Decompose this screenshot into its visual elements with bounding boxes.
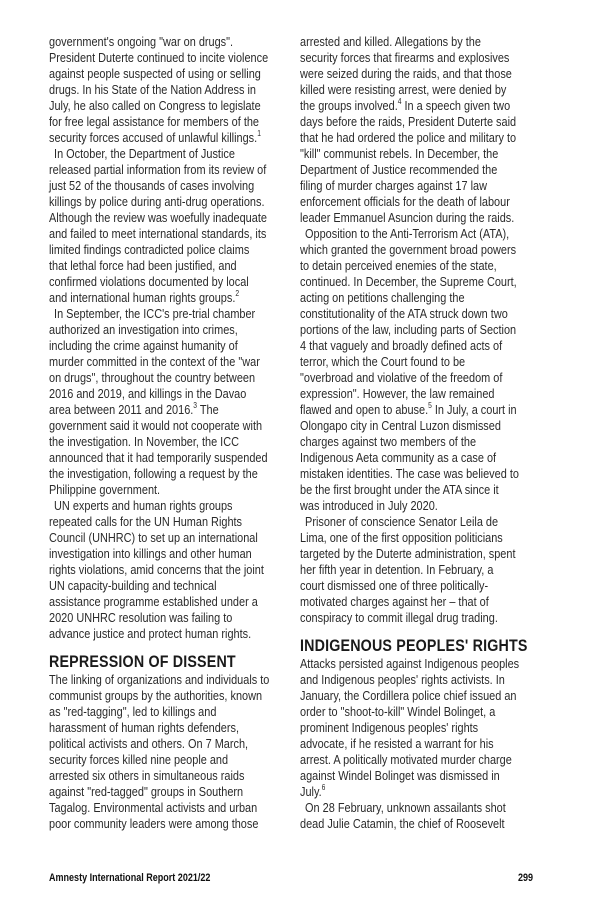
text-segment: announced that it had temporarily suspended: [49, 450, 268, 465]
text-line: [300, 178, 534, 194]
text-line: [300, 386, 534, 402]
text-line: [300, 194, 534, 210]
footnote-marker: 1: [257, 129, 261, 138]
text-line: [300, 816, 534, 832]
paragraph: [300, 656, 534, 800]
text-segment: conspiracy to commit illegal drug trading.: [300, 610, 498, 625]
text-segment: flawed and open to abuse.: [300, 402, 429, 417]
text-segment: 4 that vaguely and broadly defined acts of: [300, 338, 503, 353]
text-segment: portions of the law, including parts of Section: [300, 322, 517, 337]
text-line: [49, 546, 283, 562]
text-segment: authorized an investigation into crimes,: [49, 322, 238, 337]
text-line: [300, 82, 534, 98]
text-segment: "kill" communist rebels. In December, the: [300, 146, 499, 161]
text-line: [300, 370, 534, 386]
text-line: [300, 768, 534, 784]
text-line: [49, 704, 283, 720]
text-segment: 2016 and 2019, and killings in the Davao: [49, 386, 247, 401]
text-segment: filing of murder charges against 17 law: [300, 178, 487, 193]
text-line: [49, 210, 283, 226]
text-line: [49, 146, 283, 162]
paragraph: [49, 34, 283, 146]
text-line: [49, 434, 283, 450]
text-line: [300, 306, 534, 322]
text-line: [49, 578, 283, 594]
footnote-marker: 2: [235, 289, 240, 298]
text-segment: In July, a court in: [431, 402, 517, 417]
page-number: 299: [518, 872, 534, 884]
text-segment: the investigation, following a request by the: [49, 466, 258, 481]
text-line: [300, 610, 534, 626]
text-segment: and Indigenous peoples' rights activists. In: [300, 672, 505, 687]
text-line: [49, 466, 283, 482]
text-segment: In a speech given two: [401, 98, 511, 113]
text-segment: investigation into killings and other human: [49, 546, 252, 561]
text-segment: days before the raids, President Duterte said: [300, 114, 517, 129]
text-line: [49, 784, 283, 800]
text-line: [49, 402, 283, 418]
text-segment: including the crime against humanity of: [49, 338, 238, 353]
text-line: [300, 98, 534, 114]
text-segment: continued. In December, the Supreme Court,: [300, 274, 517, 289]
text-segment: murder committed in the context of the "war: [49, 354, 260, 369]
text-segment: poor community leaders were among those: [49, 816, 259, 831]
text-line: [300, 34, 534, 50]
text-line: [300, 704, 534, 720]
text-line: [49, 130, 283, 146]
text-segment: communist groups by the authorities, known: [49, 688, 263, 703]
text-segment: security forces killed nine people and: [49, 752, 229, 767]
text-line: [300, 130, 534, 146]
text-segment: advocate, if he resisted a warrant for his: [300, 736, 494, 751]
text-line: [300, 338, 534, 354]
text-segment: motivated charges against her – that of: [300, 594, 489, 609]
text-line: [49, 418, 283, 434]
paragraph: [300, 226, 534, 514]
text-line: [49, 226, 283, 242]
text-segment: and failed to meet international standards, its: [49, 226, 267, 241]
text-segment: On 28 February, unknown assailants shot: [305, 800, 506, 815]
text-segment: targeted by the Duterte administration, spent: [300, 546, 516, 561]
text-segment: 2020 UNHRC resolution was failing to: [49, 610, 233, 625]
text-segment: her fifth year in detention. In February, a: [300, 562, 494, 577]
text-line: [300, 50, 534, 66]
text-line: [49, 562, 283, 578]
text-line: [300, 210, 534, 226]
text-segment: just 52 of the thousands of cases involving: [49, 178, 255, 193]
text-line: [300, 146, 534, 162]
footnote-marker: 6: [321, 783, 326, 792]
paragraph: [49, 672, 283, 832]
text-segment: advance justice and protect human rights.: [49, 626, 252, 641]
text-line: [49, 114, 283, 130]
text-line: [300, 450, 534, 466]
text-line: [300, 226, 534, 242]
text-line: [300, 720, 534, 736]
text-line: [300, 482, 534, 498]
text-segment: arrested six others in simultaneous raids: [49, 768, 245, 783]
text-line: [49, 594, 283, 610]
text-segment: political activists and others. On 7 March,: [49, 736, 249, 751]
text-segment: limited findings contradicted police claims: [49, 242, 250, 257]
text-segment: acting on petitions challenging the: [300, 290, 465, 305]
text-segment: Indigenous Aeta community as a case of: [300, 450, 497, 465]
text-segment: security forces that firearms and explosives: [300, 50, 510, 65]
text-segment: as "red-tagging", led to killings and: [49, 704, 217, 719]
text-segment: be the first brought under the ATA since it: [300, 482, 499, 497]
text-line: [49, 450, 283, 466]
text-line: [300, 242, 534, 258]
text-segment: and international human rights groups.: [49, 290, 236, 305]
text-segment: The: [197, 402, 219, 417]
text-segment: against Windel Bolinget was dismissed in: [300, 768, 500, 783]
right-column: [300, 34, 534, 832]
text-segment: government's ongoing "war on drugs".: [49, 34, 234, 49]
text-line: [300, 578, 534, 594]
text-segment: terror, which the Court found to be: [300, 354, 466, 369]
text-line: [49, 672, 283, 688]
text-line: [49, 816, 283, 832]
text-segment: that lethal force had been justified, and: [49, 258, 237, 273]
text-line: [300, 114, 534, 130]
text-segment: released partial information from its review of: [49, 162, 267, 177]
text-line: [49, 34, 283, 50]
text-line: [49, 800, 283, 816]
text-line: [300, 402, 534, 418]
text-segment: was introduced in July 2020.: [300, 498, 438, 513]
text-line: [49, 498, 283, 514]
text-line: [49, 194, 283, 210]
text-segment: expression". However, the law remained: [300, 386, 495, 401]
text-line: [49, 514, 283, 530]
footnote-marker: 4: [397, 97, 402, 106]
text-line: [300, 434, 534, 450]
text-segment: Attacks persisted against Indigenous peoples: [300, 656, 520, 671]
text-segment: against people suspected of using or selling: [49, 66, 261, 81]
text-line: [300, 274, 534, 290]
text-segment: Department of Justice recommended the: [300, 162, 498, 177]
text-segment: charges against two members of the: [300, 434, 477, 449]
text-segment: to detain perceived enemies of the state,: [300, 258, 497, 273]
text-line: [49, 768, 283, 784]
paragraph: [49, 146, 283, 306]
text-segment: Council (UNHRC) to set up an international: [49, 530, 258, 545]
footnote-marker: 3: [193, 401, 198, 410]
text-line: [49, 290, 283, 306]
text-segment: leader Emmanuel Asuncion during the raids.: [300, 210, 515, 225]
text-line: [300, 562, 534, 578]
text-segment: "overbroad and violative of the freedom of: [300, 370, 503, 385]
text-line: [300, 514, 534, 530]
text-segment: Lima, one of the first opposition politicians: [300, 530, 503, 545]
section-heading: REPRESSION OF DISSENT: [49, 652, 236, 671]
text-line: [49, 258, 283, 274]
paragraph: [49, 306, 283, 498]
text-segment: Olongapo city in Central Luzon dismissed: [300, 418, 501, 433]
text-segment: July, he also called on Congress to legislate: [49, 98, 261, 113]
text-segment: area between 2011 and 2016.: [49, 402, 194, 417]
text-segment: rights violations, amid concerns that the joint: [49, 562, 264, 577]
text-segment: assistance programme established under a: [49, 594, 258, 609]
text-segment: Tagalog. Environmental activists and urban: [49, 800, 258, 815]
text-line: [49, 306, 283, 322]
text-segment: July.: [300, 784, 322, 799]
paragraph: [300, 34, 534, 226]
text-segment: Philippine government.: [49, 482, 161, 497]
text-segment: drugs. In his State of the Nation Address in: [49, 82, 257, 97]
text-line: [300, 354, 534, 370]
text-line: [49, 720, 283, 736]
text-line: [300, 530, 534, 546]
text-line: [49, 688, 283, 704]
text-line: [300, 546, 534, 562]
text-line: [300, 322, 534, 338]
text-line: [49, 66, 283, 82]
footer-publication-title: Amnesty International Report 2021/22: [49, 872, 211, 884]
text-line: [300, 656, 534, 672]
text-line: [300, 258, 534, 274]
text-segment: on drugs", throughout the country between: [49, 370, 256, 385]
text-segment: arrest. A politically motivated murder charge: [300, 752, 512, 767]
text-line: [49, 736, 283, 752]
text-segment: the groups involved.: [300, 98, 398, 113]
text-line: [300, 290, 534, 306]
text-line: [49, 338, 283, 354]
text-line: [49, 752, 283, 768]
text-line: [300, 162, 534, 178]
text-segment: arrested and killed. Allegations by the: [300, 34, 481, 49]
text-line: [300, 498, 534, 514]
text-line: [49, 162, 283, 178]
text-line: [49, 610, 283, 626]
text-line: [49, 98, 283, 114]
text-line: [300, 672, 534, 688]
text-segment: killed were resisting arrest, were denied by: [300, 82, 507, 97]
text-line: [300, 800, 534, 816]
text-segment: dead Julie Catamin, the chief of Roosevelt: [300, 816, 505, 831]
text-line: [49, 178, 283, 194]
text-segment: repeated calls for the UN Human Rights: [49, 514, 243, 529]
text-segment: prominent Indigenous peoples' rights: [300, 720, 479, 735]
text-segment: the investigation. In November, the ICC: [49, 434, 239, 449]
text-segment: In September, the ICC's pre-trial chamber: [54, 306, 256, 321]
paragraph: [300, 800, 534, 832]
text-line: [300, 688, 534, 704]
text-segment: January, the Cordillera police chief issued an: [300, 688, 517, 703]
text-segment: against "red-tagged" groups in Southern: [49, 784, 244, 799]
text-segment: killings by police during anti-drug operations.: [49, 194, 265, 209]
text-segment: President Duterte continued to incite violence: [49, 50, 269, 65]
text-segment: for free legal assistance for members of the: [49, 114, 260, 129]
text-line: [49, 322, 283, 338]
text-segment: In October, the Department of Justice: [54, 146, 235, 161]
text-line: [300, 752, 534, 768]
text-segment: Although the review was woefully inadequate: [49, 210, 267, 225]
text-line: [49, 482, 283, 498]
text-line: [300, 418, 534, 434]
footnote-marker: 5: [428, 401, 432, 410]
text-line: [49, 50, 283, 66]
text-line: [49, 386, 283, 402]
text-segment: court dismissed one of three politically-: [300, 578, 489, 593]
left-column: [49, 34, 283, 832]
text-segment: government said it would not cooperate with: [49, 418, 263, 433]
paragraph: [49, 498, 283, 642]
text-segment: which granted the government broad powers: [300, 242, 517, 257]
text-line: [49, 626, 283, 642]
text-segment: constitutionality of the ATA struck down two: [300, 306, 508, 321]
text-segment: UN capacity-building and technical: [49, 578, 217, 593]
text-segment: that he had ordered the police and military to: [300, 130, 517, 145]
section-heading: INDIGENOUS PEOPLES' RIGHTS: [300, 636, 528, 655]
text-line: [49, 242, 283, 258]
text-segment: harassment of human rights defenders,: [49, 720, 239, 735]
text-line: [49, 274, 283, 290]
text-line: [300, 594, 534, 610]
text-segment: confirmed violations documented by local: [49, 274, 249, 289]
text-line: [300, 66, 534, 82]
text-segment: security forces accused of unlawful killings.: [49, 130, 258, 145]
text-line: [300, 466, 534, 482]
text-segment: UN experts and human rights groups: [54, 498, 233, 513]
text-line: [300, 736, 534, 752]
text-segment: Opposition to the Anti-Terrorism Act (ATA),: [305, 226, 510, 241]
text-segment: Prisoner of conscience Senator Leila de: [305, 514, 499, 529]
text-line: [49, 354, 283, 370]
text-segment: The linking of organizations and individuals to: [49, 672, 270, 687]
text-segment: order to "shoot-to-kill" Windel Bolinget, a: [300, 704, 496, 719]
paragraph: [300, 514, 534, 626]
text-line: [49, 530, 283, 546]
text-segment: enforcement officials for the death of labour: [300, 194, 510, 209]
text-segment: were seized during the raids, and that those: [300, 66, 512, 81]
text-line: [300, 784, 534, 800]
text-line: [49, 82, 283, 98]
text-segment: mistaken identities. The case was believed to: [300, 466, 519, 481]
text-line: [49, 370, 283, 386]
